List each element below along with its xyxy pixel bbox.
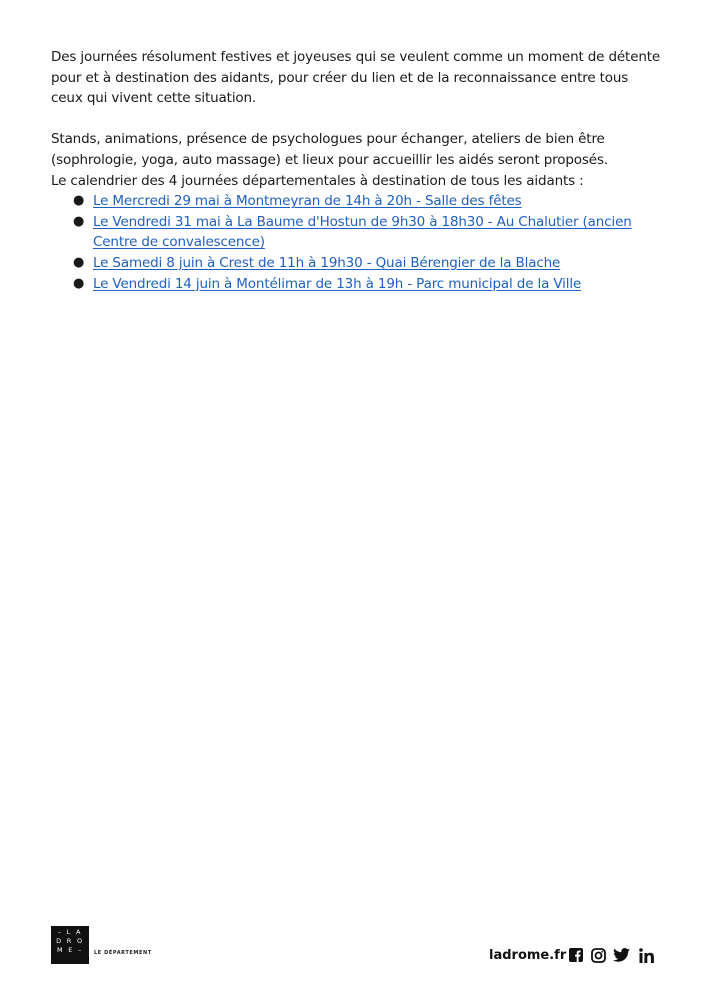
event-link-la-baume[interactable]: Le Vendredi 31 mai à La Baume d'Hostun de 9h30 à 18h30 - Au Chalutier (ancien Centre de convalescence) — [93, 213, 632, 251]
event-link-crest[interactable]: Le Samedi 8 juin à Crest de 11h à 19h30 - Quai Bérengier de la Blache — [93, 254, 561, 271]
logo-line: M E – — [56, 946, 84, 954]
bullet-icon: ● — [73, 213, 85, 229]
spacer — [51, 109, 661, 130]
bullet-icon: ● — [73, 275, 85, 291]
linkedin-icon[interactable] — [639, 947, 654, 963]
instagram-icon[interactable] — [591, 947, 606, 963]
document-body — [51, 47, 661, 294]
intro-paragraph: Des journées résolument festives et joyeuses qui se veulent comme un moment de détente pour et à destination des aidants, pour créer du lien et de la reconnaissance entre tous ceux qui vivent cette situation. — [51, 49, 661, 107]
la-drome-logo — [51, 926, 89, 964]
logo-line: D R O — [56, 937, 84, 945]
event-link-montelimar[interactable]: Le Vendredi 14 juin à Montélimar de 13h à 19h - Parc municipal de la Ville — [93, 275, 582, 292]
facebook-icon[interactable] — [569, 947, 583, 963]
logo-line: – L A — [57, 928, 83, 936]
event-link-montmeyran[interactable]: Le Mercredi 29 mai à Montmeyran de 14h à 20h - Salle des fêtes — [93, 193, 522, 210]
site-link[interactable]: ladrome.fr — [489, 948, 567, 963]
bullet-icon: ● — [73, 193, 85, 209]
department-label: LE DÉPARTEMENT — [94, 950, 152, 956]
list-item — [73, 274, 661, 295]
event-list — [51, 191, 661, 294]
twitter-icon[interactable] — [613, 947, 630, 963]
list-item — [73, 212, 661, 253]
services-paragraph: Stands, animations, présence de psychologues pour échanger, ateliers de bien être (sophrologie, yoga, auto massage) et lieux pour accueillir les aidés seront proposés. — [51, 131, 608, 168]
list-item — [73, 253, 661, 274]
calendar-intro: Le calendrier des 4 journées départementales à destination de tous les aidants : — [51, 172, 584, 189]
bullet-icon: ● — [73, 254, 85, 270]
list-item — [73, 191, 661, 212]
